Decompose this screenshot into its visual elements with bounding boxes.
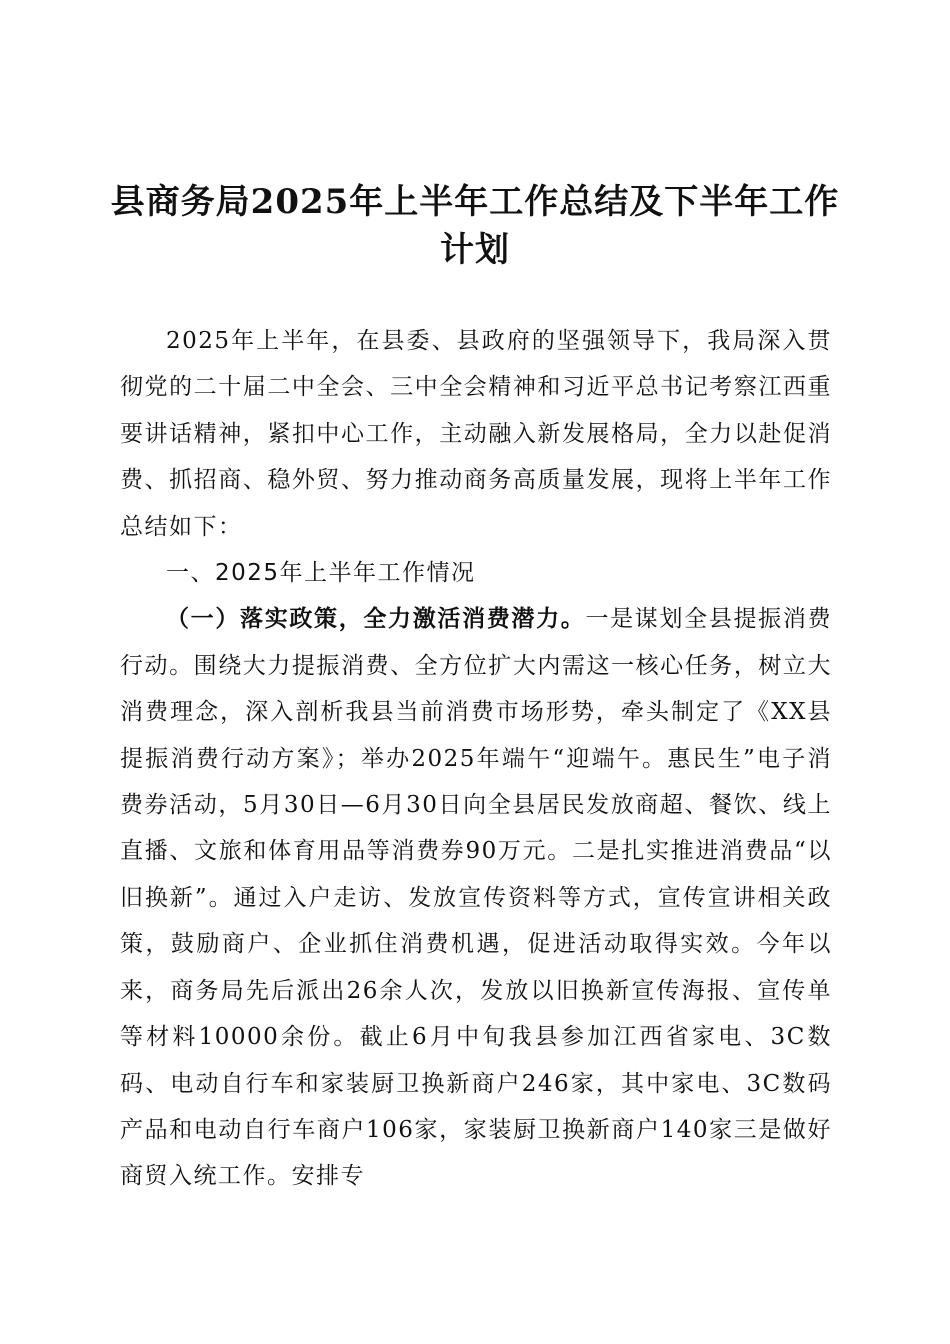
subsection-heading: （一）落实政策，全力激活消费潜力。 [166,605,586,633]
document-title: 县商务局2025年上半年工作总结及下半年工作计划 [110,182,840,270]
subsection-body: 一是谋划全县提振消费行动。围绕大力提振消费、全方位扩大内需这一核心任务，树立大消费理念，深入剖析我县当前消费市场形势，牵头制定了《XX县提振消费行动方案》；举办2025年端午“迎端午。惠民生”电子消费券活动，5月30日—6月30日向全县居民发放商超、餐饮、线上直播、文旅和体育用品等消费券90万元。二是扎实推进消费品“以旧换新”。通过入户走访、发放宣传资料等方式，宣传宣讲相关政策，鼓励商户、企业抓住消费机遇，促进活动取得实效。今年以来，商务局先后派出26余人次，发放以旧换新宣传海报、宣传单等材料10000余份。截止6月中旬我县参加江西省家电、3C数码、电动自行车和家装厨卫换新商户246家，其中家电、3C数码产品和电动自行车商户106家，家装厨卫换新商户140家三是做好商贸入统工作。安排专 [120,606,833,1190]
subsection-paragraph [120,596,832,1199]
document-body [120,318,832,1200]
section-heading: 一、2025年上半年工作情况 [166,560,476,587]
intro-paragraph: 2025年上半年，在县委、县政府的坚强领导下，我局深入贯彻党的二十届二中全会、三中全会精神和习近平总书记考察江西重要讲话精神，紧扣中心工作，主动融入新发展格局，全力以赴促消费、抓招商、稳外贸、努力推动商务高质量发展，现将上半年工作总结如下： [120,328,832,540]
